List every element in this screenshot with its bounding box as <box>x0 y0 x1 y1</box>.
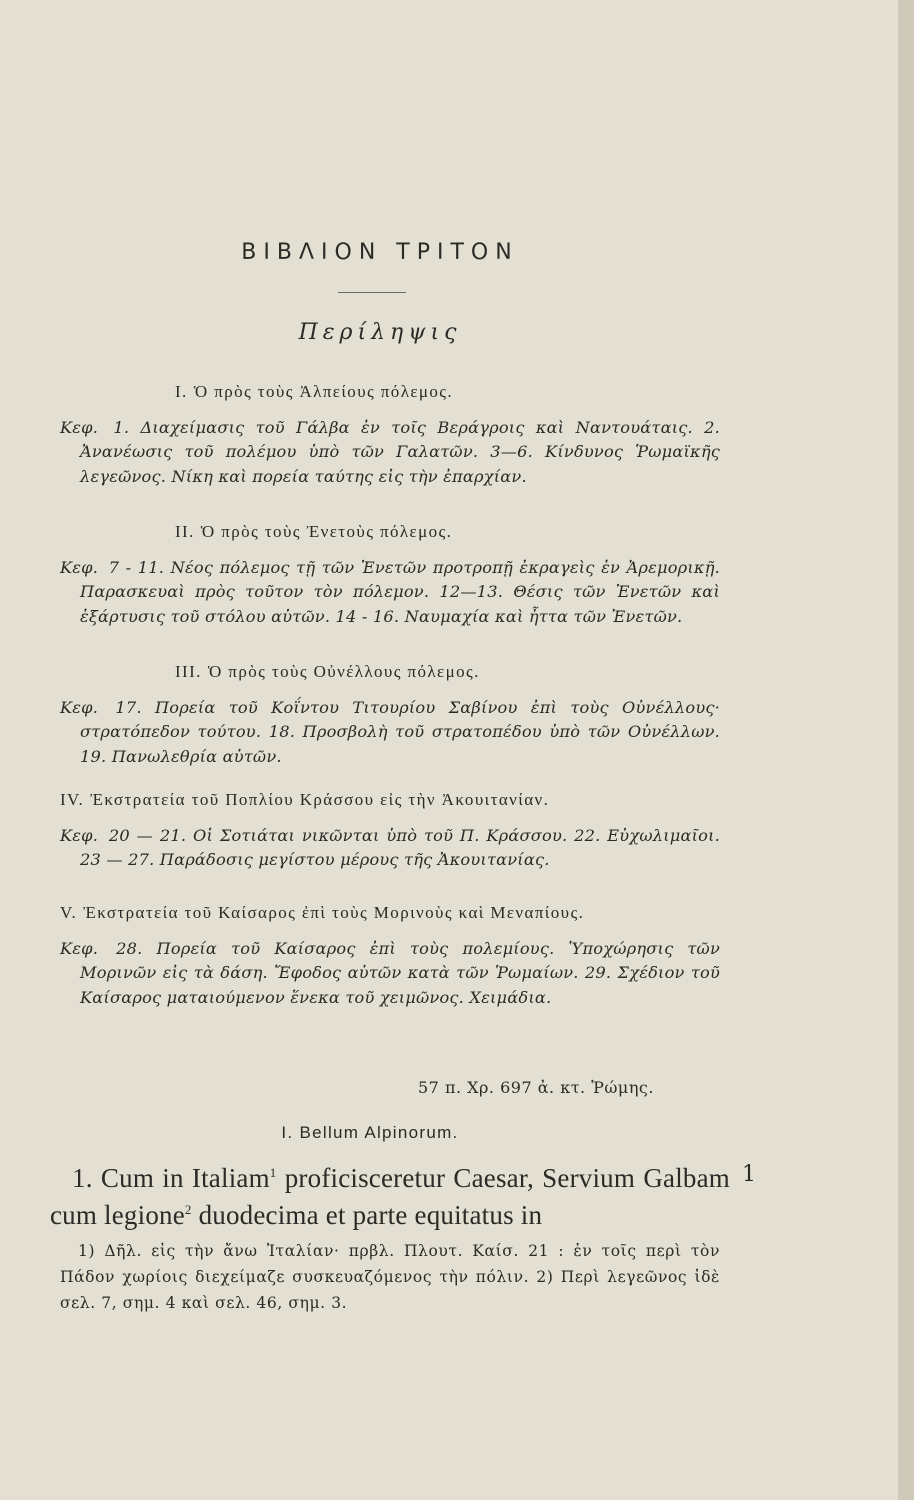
summary-text: 17. Πορεία τοῦ Κοΐντου Τιτουρίου Σαβίνου ἐπὶ τοὺς Οὐνέλλους· στρατόπεδον τούτου. 18. Προσβολὴ τοῦ στρατοπέδου ὑπὸ τῶν Οὐνέλλων. 19. Πανωλεθρία αὐτῶν. <box>80 698 720 766</box>
section-5 <box>60 903 720 1010</box>
latin-text-part: duodecima et parte equitatus in <box>198 1200 543 1230</box>
section-numeral: II. <box>175 522 195 541</box>
section-summary <box>60 824 720 873</box>
summary-text: 7 - 11. Νέος πόλεμος τῇ τῶν Ἐνετῶν προτροπῇ ἐκραγεὶς ἐν Ἀρεμορικῇ. Παρασκευαὶ πρὸς τοῦτον τὸν πόλεμον. 12—13. Θέσις τῶν Ἐνετῶν καὶ ἐξάρτυσις τοῦ στόλου αὐτῶν. 14 - 16. Ναυμαχία καὶ ἧττα τῶν Ἐνετῶν. <box>80 558 720 626</box>
section-title: Ὁ πρὸς τοὺς Ἀλπείους πόλεμος. <box>193 382 454 401</box>
section-title: Ὁ πρὸς τοὺς Ἐνετοὺς πόλεμος. <box>200 522 453 541</box>
page-edge <box>898 0 914 1500</box>
latin-text <box>50 1157 730 1231</box>
footnotes <box>60 1238 720 1316</box>
section-summary <box>60 937 720 1010</box>
section-4 <box>60 790 720 873</box>
section-summary <box>60 556 720 629</box>
section-heading <box>60 903 760 923</box>
section-2 <box>60 522 720 629</box>
section-title: Ὁ πρὸς τοὺς Οὐνέλλους πόλεμος. <box>207 662 480 681</box>
bellum-heading: I. Bellum Alpinorum. <box>281 1123 459 1142</box>
chapter-label: Κεφ. <box>60 558 99 577</box>
footnote-ref: 2 <box>184 1202 192 1217</box>
section-heading <box>60 790 760 810</box>
section-summary <box>60 696 720 769</box>
footnote-ref: 1 <box>269 1165 277 1180</box>
latin-text-part: Cum in Italiam <box>100 1163 270 1193</box>
summary-text: 20 — 21. Οἱ Σοτιάται νικῶνται ὑπὸ τοῦ Π. Κράσσου. 22. Εὐχωλιμαῖοι. 23 — 27. Παράδοσις μεγίστου μέρους τῆς Ἀκουιτανίας. <box>80 826 720 870</box>
latin-text-part: proficisceretur Caesar, Servium Galbam cum legione <box>50 1163 730 1230</box>
summary-heading: Περίληψις <box>298 320 462 345</box>
footnote-mark: 1) <box>78 1242 96 1260</box>
section-heading <box>175 522 760 542</box>
section-3 <box>60 662 720 769</box>
chapter-label: Κεφ. <box>60 826 99 845</box>
footnote-mark: 2) <box>536 1268 554 1286</box>
summary-text: 28. Πορεία τοῦ Καίσαρος ἐπὶ τοὺς πολεμίους. Ὑποχώρησις τῶν Μορινῶν εἰς τὰ δάση. Ἔφοδος αὐτῶν κατὰ τῶν Ῥωμαίων. 29. Σχέδιον τοῦ Καίσαρος ματαιούμενον ἕνεκα τοῦ χειμῶνος. Χειμάδια. <box>80 939 720 1007</box>
section-numeral: I. <box>175 382 188 401</box>
paragraph-number: 1. <box>72 1163 93 1193</box>
chapter-label: Κεφ. <box>60 698 99 717</box>
footnote-text: Δῆλ. εἰς τὴν ἄνω Ἰταλίαν· πρβλ. Πλουτ. Καίσ. 21 : ἐν τοῖς περὶ τὸν Πάδον χωρίοις διεχείμαζε συσκευαζόμενος τὴν πόλιν. <box>60 1242 720 1286</box>
section-1 <box>60 382 720 489</box>
section-numeral: III. <box>175 662 202 681</box>
book-title: ΒΙΒΛΙΟΝ ΤΡΙΤΟΝ <box>241 240 519 265</box>
title-rule <box>338 292 406 293</box>
section-heading <box>175 382 760 402</box>
footnote-text: Περὶ λεγεῶνος ἰδὲ σελ. 7, σημ. 4 καὶ σελ. 46, σημ. 3. <box>60 1268 720 1312</box>
section-summary <box>60 416 720 489</box>
section-title: Ἐκστρατεία τοῦ Καίσαρος ἐπὶ τοὺς Μορινοὺς καὶ Μεναπίους. <box>83 903 585 922</box>
summary-text: 1. Διαχείμασις τοῦ Γάλβα ἐν τοῖς Βεράγροις καὶ Ναντουάταις. 2. Ἀνανέωσις τοῦ πολέμου ὑπὸ τῶν Γαλατῶν. 3—6. Κίνδυνος Ῥωμαϊκῆς λεγεῶνος. Νίκη καὶ πορεία ταύτης εἰς τὴν ἐπαρχίαν. <box>80 418 720 486</box>
section-heading <box>175 662 760 682</box>
chapter-label: Κεφ. <box>60 418 99 437</box>
section-numeral: IV. <box>60 790 85 809</box>
chapter-label: Κεφ. <box>60 939 99 958</box>
margin-number: 1 <box>742 1162 756 1187</box>
date-line: 57 π. Χρ. 697 ἀ. κτ. Ῥώμης. <box>418 1078 654 1097</box>
section-title: Ἐκστρατεία τοῦ Ποπλίου Κράσσου εἰς τὴν Ἀκουιτανίαν. <box>90 790 550 809</box>
section-numeral: V. <box>60 903 78 922</box>
